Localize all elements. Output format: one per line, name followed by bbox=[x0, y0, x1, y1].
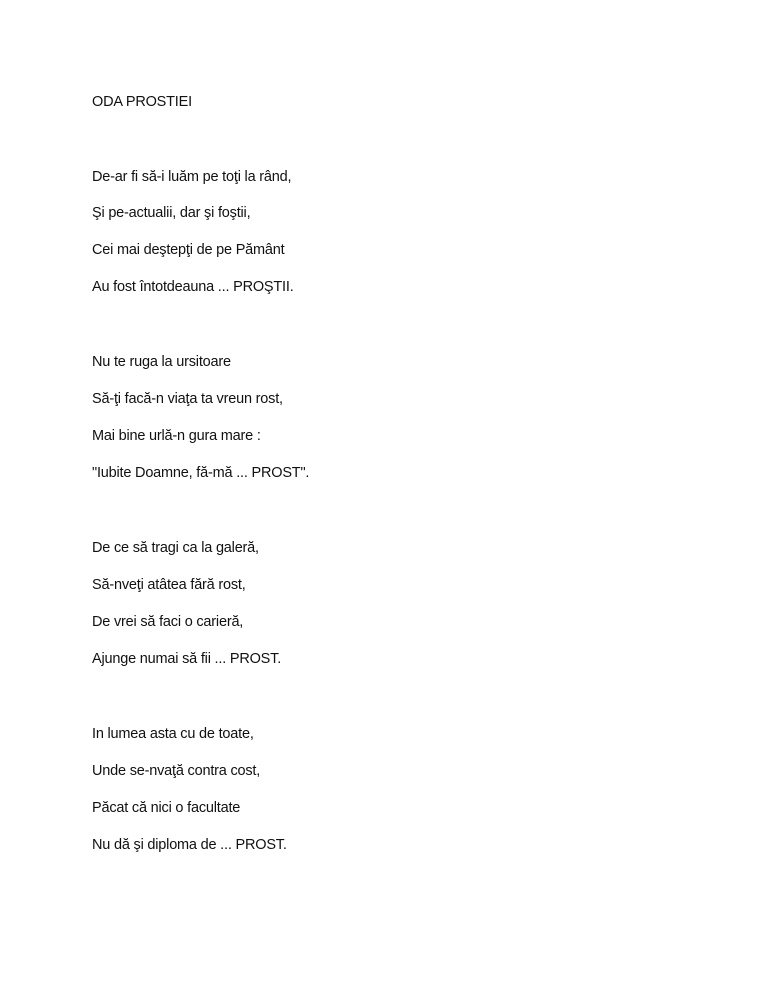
poem-line: Şi pe-actualii, dar şi foştii, bbox=[92, 205, 251, 221]
poem-line: Unde se-nvaţă contra cost, bbox=[92, 763, 261, 779]
poem-line: Păcat că nici o facultate bbox=[92, 800, 241, 816]
poem-line: Au fost întotdeauna ... PROŞTII. bbox=[92, 279, 294, 295]
poem-line: In lumea asta cu de toate, bbox=[92, 726, 254, 742]
poem-line: Să-ţi facă-n viaţa ta vreun rost, bbox=[92, 391, 283, 407]
poem-line: Nu te ruga la ursitoare bbox=[92, 354, 231, 370]
poem-line: Mai bine urlă-n gura mare : bbox=[92, 428, 261, 444]
poem-line: De ce să tragi ca la galeră, bbox=[92, 540, 259, 556]
poem-title: ODA PROSTIEI bbox=[92, 94, 192, 110]
poem-line: Cei mai deştepţi de pe Pământ bbox=[92, 242, 285, 258]
poem-line: Ajunge numai să fii ... PROST. bbox=[92, 651, 282, 667]
poem-line: Nu dă şi diploma de ... PROST. bbox=[92, 837, 287, 853]
poem-line: "Iubite Doamne, fă-mă ... PROST". bbox=[92, 465, 310, 481]
poem-line: Să-nveţi atâtea fără rost, bbox=[92, 577, 246, 593]
poem-line: De vrei să faci o carieră, bbox=[92, 614, 244, 630]
poem-line: De-ar fi să-i luăm pe toţi la rând, bbox=[92, 169, 292, 185]
